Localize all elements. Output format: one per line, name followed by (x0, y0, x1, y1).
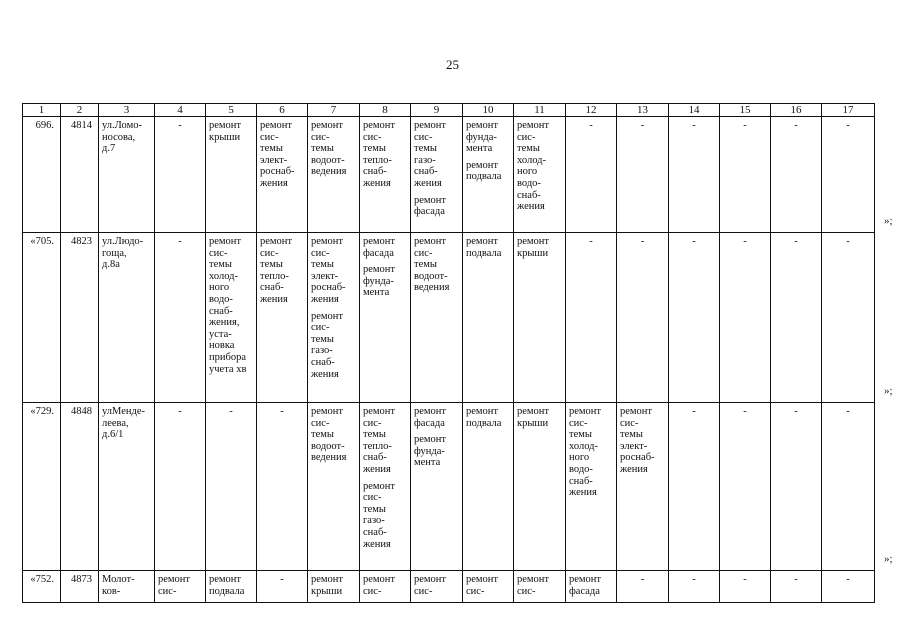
cell-text: сис- (414, 585, 433, 597)
cell-text: ремонт (620, 406, 653, 417)
cell-text: прибора (209, 351, 246, 363)
cell-text: - (846, 236, 850, 247)
table-cell (206, 117, 257, 233)
column-header: 17 (822, 104, 875, 117)
cell-text: тепло- (260, 270, 289, 282)
table-cell (463, 117, 514, 233)
table-cell (257, 403, 308, 571)
cell-text: жения, (209, 317, 240, 329)
cell-text: «705. (30, 236, 54, 247)
table-cell (669, 117, 720, 233)
column-header: 4 (155, 104, 206, 117)
cell-text: ведения (311, 166, 347, 178)
cell-text: сис- (311, 131, 330, 143)
cell-text: газо- (363, 515, 385, 527)
cell-text: ремонт (209, 236, 242, 247)
cell-text: водоот- (311, 440, 345, 452)
cell-text: темы (311, 259, 334, 271)
table-cell (771, 403, 822, 571)
cell-text: фасада (414, 206, 445, 218)
cell-text: 4848 (71, 406, 92, 417)
cell-text: ведения (311, 452, 347, 464)
cell-text: - (794, 236, 798, 247)
cell-text: - (178, 236, 182, 247)
table-cell (771, 571, 822, 603)
cell-text: - (229, 406, 233, 417)
cell-text: - (280, 574, 284, 585)
cell-text: носова, (102, 131, 136, 143)
table-cell (720, 403, 771, 571)
table-cell (669, 233, 720, 403)
cell-text: 4873 (71, 574, 92, 585)
cell-text: водо- (569, 463, 593, 475)
cell-text: жения (363, 538, 391, 550)
column-header: 12 (566, 104, 617, 117)
cell-text: тепло- (363, 154, 392, 166)
table-cell (61, 117, 99, 233)
table-cell (308, 403, 360, 571)
table-cell (155, 403, 206, 571)
column-header: 10 (463, 104, 514, 117)
column-header: 3 (99, 104, 155, 117)
table-cell (360, 117, 411, 233)
cell-text: ремонт (209, 120, 242, 131)
table-cell (771, 233, 822, 403)
cell-text: ремонт (311, 236, 344, 247)
cell-text: сис- (466, 585, 485, 597)
cell-text: «752. (30, 574, 54, 585)
cell-text: темы (620, 429, 643, 441)
table-cell (206, 233, 257, 403)
cell-text: мента (414, 457, 441, 469)
cell-text: ремонт (414, 406, 447, 417)
cell-text: сис- (517, 131, 536, 143)
cell-text: - (794, 120, 798, 131)
cell-text: ремонт (466, 120, 499, 131)
table-cell (257, 571, 308, 603)
cell-text: темы (260, 259, 283, 271)
cell-text: снаб- (414, 166, 438, 178)
cell-text: крыши (517, 247, 549, 259)
cell-text: ремонт (209, 574, 242, 585)
table-cell (822, 117, 875, 233)
cell-text: - (589, 236, 593, 247)
cell-text: холод- (569, 440, 598, 452)
cell-text: ремонт (414, 194, 447, 206)
cell-text: 696. (35, 120, 54, 131)
cell-text: ремонт (466, 236, 499, 247)
cell-text: фасада (363, 247, 394, 259)
cell-text: сис- (569, 417, 588, 429)
table-cell (514, 571, 566, 603)
column-header: 14 (669, 104, 720, 117)
cell-text: темы (311, 333, 334, 345)
column-header: 2 (61, 104, 99, 117)
cell-text: снаб- (363, 452, 387, 464)
cell-text: тепло- (363, 440, 392, 452)
cell-text: снаб- (569, 475, 593, 487)
cell-text: жения (363, 463, 391, 475)
cell-text: подвала (209, 585, 245, 597)
table-cell (99, 233, 155, 403)
table-cell (308, 233, 360, 403)
cell-text: ремонт (311, 574, 344, 585)
cell-text: - (743, 236, 747, 247)
cell-text: жения (260, 293, 288, 305)
table-cell (822, 403, 875, 571)
cell-text: жения (517, 201, 545, 213)
cell-text: холод- (209, 270, 238, 282)
cell-text: водоот- (414, 270, 448, 282)
cell-text: ного (209, 282, 230, 294)
cell-text: сис- (209, 247, 228, 259)
column-header: 9 (411, 104, 463, 117)
column-header: 5 (206, 104, 257, 117)
cell-text: темы (209, 259, 232, 271)
cell-text: ремонт (363, 574, 396, 585)
table-cell (61, 571, 99, 603)
table-cell (720, 233, 771, 403)
cell-text: жения (311, 293, 339, 305)
repair-schedule-table (22, 103, 875, 603)
row-end-mark: »; (884, 553, 893, 565)
cell-text: снаб- (209, 305, 233, 317)
cell-text: снаб- (260, 282, 284, 294)
cell-text: снаб- (363, 526, 387, 538)
cell-text: сис- (363, 585, 382, 597)
cell-text: уста- (209, 328, 232, 340)
cell-text: улМенде- (102, 406, 146, 417)
cell-text: ул.Ломо- (102, 120, 142, 131)
cell-text: подвала (466, 171, 502, 183)
cell-text: сис- (363, 131, 382, 143)
cell-text: подвала (466, 417, 502, 429)
table-cell (155, 233, 206, 403)
cell-text: темы (363, 143, 386, 155)
cell-text: жения (260, 177, 288, 189)
cell-text: крыши (209, 131, 241, 143)
cell-text: темы (260, 143, 283, 155)
cell-text: ремонт (260, 120, 293, 131)
cell-text: ного (517, 166, 538, 178)
cell-text: д.8а (102, 259, 120, 271)
cell-text: ремонт (363, 236, 396, 247)
cell-text: роснаб- (311, 282, 346, 294)
cell-text: темы (517, 143, 540, 155)
table-cell (257, 233, 308, 403)
cell-text: - (743, 406, 747, 417)
cell-text: ремонт (569, 574, 602, 585)
cell-text: холод- (517, 154, 546, 166)
cell-text: ремонт (517, 574, 550, 585)
cell-text: - (846, 574, 850, 585)
cell-text: - (178, 120, 182, 131)
cell-text: фунда- (466, 131, 497, 143)
cell-text: сис- (311, 417, 330, 429)
table-cell (23, 233, 61, 403)
table-cell (514, 403, 566, 571)
table-cell (720, 571, 771, 603)
table-cell (566, 571, 617, 603)
table-cell (669, 571, 720, 603)
cell-text: сис- (363, 492, 382, 504)
column-header: 8 (360, 104, 411, 117)
cell-text: сис- (517, 585, 536, 597)
cell-text: ремонт (363, 120, 396, 131)
cell-text: крыши (311, 585, 343, 597)
cell-text: ремонт (158, 574, 191, 585)
table-cell (514, 233, 566, 403)
cell-text: гоща, (102, 247, 127, 259)
cell-text: ремонт (466, 574, 499, 585)
cell-text: - (846, 406, 850, 417)
column-header: 16 (771, 104, 822, 117)
cell-text: сис- (260, 247, 279, 259)
row-end-mark: »; (884, 385, 893, 397)
table-cell (463, 571, 514, 603)
column-header: 6 (257, 104, 308, 117)
column-header: 11 (514, 104, 566, 117)
column-header: 15 (720, 104, 771, 117)
cell-text: ведения (414, 282, 450, 294)
table-cell (617, 117, 669, 233)
cell-text: ремонт (414, 434, 447, 446)
table-cell (771, 117, 822, 233)
cell-text: жения (311, 368, 339, 380)
cell-text: ремонт (414, 120, 447, 131)
cell-text: ного (569, 452, 590, 464)
cell-text: ремонт (517, 236, 550, 247)
cell-text: - (280, 406, 284, 417)
table-cell (257, 117, 308, 233)
cell-text: - (640, 236, 645, 247)
table-row (23, 117, 875, 233)
cell-text: фасада (569, 585, 600, 597)
cell-text: роснаб- (260, 166, 295, 178)
table-cell (99, 117, 155, 233)
cell-text: - (589, 120, 593, 131)
cell-text: элект- (620, 440, 648, 452)
cell-text: - (692, 236, 696, 247)
cell-text: ремонт (414, 574, 447, 585)
cell-text: ул.Людо- (102, 236, 144, 247)
cell-text: - (692, 120, 696, 131)
table-cell (206, 571, 257, 603)
cell-text: - (692, 574, 696, 585)
table-cell (514, 117, 566, 233)
cell-text: сис- (311, 322, 330, 334)
cell-text: ремонт (517, 406, 550, 417)
cell-text: ремонт (517, 120, 550, 131)
cell-text: водоот- (311, 154, 345, 166)
cell-text: Молот- (102, 574, 135, 585)
cell-text: элект- (311, 270, 339, 282)
cell-text: леева, (102, 417, 129, 429)
cell-text: д.7 (102, 143, 116, 155)
table-cell (23, 571, 61, 603)
header-row (23, 104, 875, 117)
cell-text: жения (414, 177, 442, 189)
table-cell (411, 233, 463, 403)
table-cell (822, 233, 875, 403)
cell-text: ремонт (363, 264, 396, 276)
cell-text: жения (569, 487, 597, 499)
cell-text: жения (620, 463, 648, 475)
table-cell (360, 233, 411, 403)
table-cell (463, 233, 514, 403)
cell-text: ремонт (363, 480, 396, 492)
cell-text: - (794, 406, 798, 417)
cell-text: - (692, 406, 696, 417)
table-cell (411, 571, 463, 603)
cell-text: водо- (517, 177, 541, 189)
table-cell (23, 403, 61, 571)
table-cell (411, 117, 463, 233)
cell-text: ремонт (466, 406, 499, 417)
cell-text: учета хв (209, 363, 247, 375)
cell-text: сис- (414, 247, 433, 259)
cell-text: ремонт (311, 406, 344, 417)
cell-text: ремонт (311, 120, 344, 131)
cell-text: водо- (209, 293, 233, 305)
cell-text: темы (363, 503, 386, 515)
cell-text: 4823 (71, 236, 92, 247)
cell-text: снаб- (517, 189, 541, 201)
column-header: 13 (617, 104, 669, 117)
cell-text: сис- (363, 417, 382, 429)
cell-text: фунда- (414, 445, 445, 457)
table-cell (720, 117, 771, 233)
table-cell (617, 403, 669, 571)
cell-text: снаб- (363, 166, 387, 178)
table-cell (617, 233, 669, 403)
cell-text: «729. (30, 406, 54, 417)
cell-text: - (178, 406, 182, 417)
cell-text: крыши (517, 417, 549, 429)
cell-text: - (846, 120, 850, 131)
cell-text: ков- (102, 585, 121, 597)
cell-text: новка (209, 340, 235, 352)
cell-text: сис- (620, 417, 639, 429)
column-header: 1 (23, 104, 61, 117)
cell-text: элект- (260, 154, 288, 166)
table-row (23, 403, 875, 571)
cell-text: темы (311, 429, 334, 441)
cell-text: роснаб- (620, 452, 655, 464)
table-cell (617, 571, 669, 603)
cell-text: ремонт (260, 236, 293, 247)
table-cell (61, 233, 99, 403)
cell-text: - (794, 574, 798, 585)
table-cell (566, 233, 617, 403)
table-cell (822, 571, 875, 603)
table-cell (308, 571, 360, 603)
cell-text: ремонт (569, 406, 602, 417)
cell-text: сис- (414, 131, 433, 143)
table-cell (308, 117, 360, 233)
cell-text: мента (466, 143, 493, 155)
table-row (23, 571, 875, 603)
table-cell (360, 571, 411, 603)
cell-text: - (743, 120, 747, 131)
cell-text: ремонт (311, 310, 344, 322)
table-cell (566, 117, 617, 233)
table-cell (155, 571, 206, 603)
cell-text: сис- (311, 247, 330, 259)
cell-text: газо- (414, 154, 436, 166)
table-cell (23, 117, 61, 233)
table-cell (411, 403, 463, 571)
cell-text: темы (311, 143, 334, 155)
row-end-mark: »; (884, 215, 893, 227)
cell-text: снаб- (311, 356, 335, 368)
cell-text: темы (569, 429, 592, 441)
table-cell (99, 403, 155, 571)
page-number: 25 (446, 57, 459, 72)
cell-text: фунда- (363, 275, 394, 287)
cell-text: мента (363, 287, 390, 299)
cell-text: подвала (466, 247, 502, 259)
cell-text: - (743, 574, 747, 585)
cell-text: газо- (311, 345, 333, 357)
cell-text: ремонт (466, 159, 499, 171)
cell-text: темы (414, 259, 437, 271)
cell-text: сис- (260, 131, 279, 143)
table-cell (360, 403, 411, 571)
cell-text: д.6/1 (102, 429, 124, 441)
table-cell (61, 403, 99, 571)
table-cell (99, 571, 155, 603)
table-cell (206, 403, 257, 571)
table-cell (566, 403, 617, 571)
cell-text: - (640, 120, 645, 131)
cell-text: ремонт (414, 236, 447, 247)
cell-text: жения (363, 177, 391, 189)
table-cell (463, 403, 514, 571)
cell-text: - (640, 574, 645, 585)
table-cell (669, 403, 720, 571)
table-row (23, 233, 875, 403)
cell-text: сис- (158, 585, 177, 597)
cell-text: 4814 (71, 120, 92, 131)
table-cell (155, 117, 206, 233)
cell-text: темы (414, 143, 437, 155)
cell-text: темы (363, 429, 386, 441)
cell-text: ремонт (363, 406, 396, 417)
column-header: 7 (308, 104, 360, 117)
cell-text: фасада (414, 417, 445, 429)
